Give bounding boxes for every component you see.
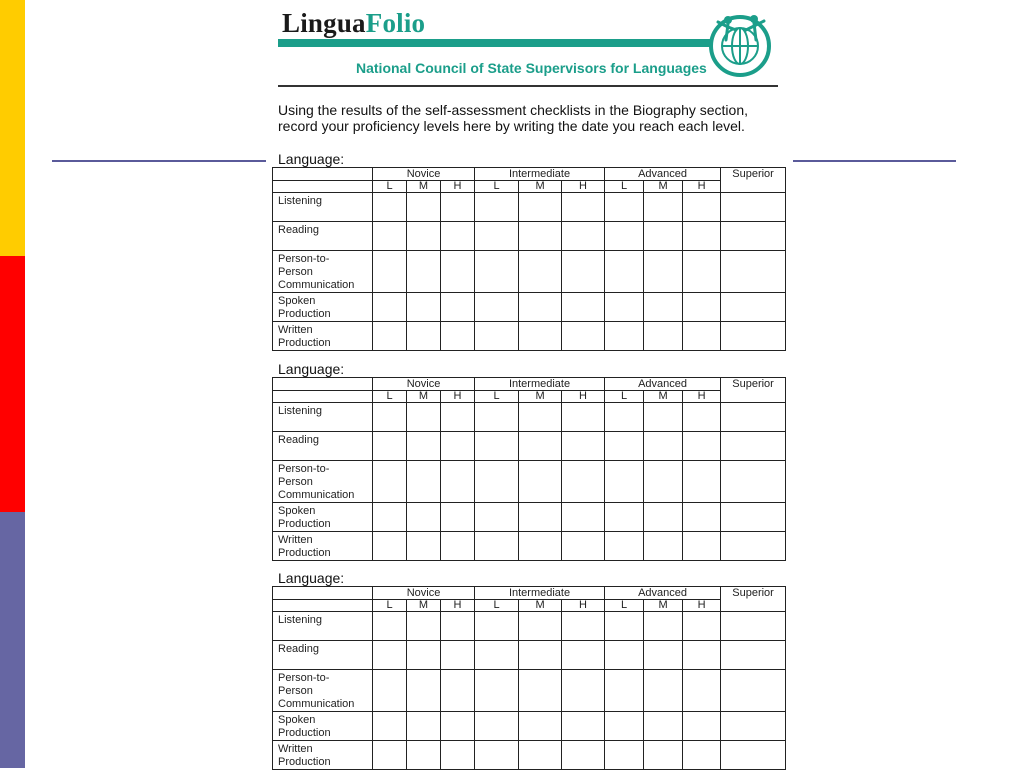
level-superior: Superior	[721, 378, 786, 403]
skill-row-spoken-production	[273, 293, 786, 322]
date-cell[interactable]	[475, 503, 519, 532]
date-cell[interactable]	[475, 193, 519, 222]
date-cell[interactable]	[441, 193, 475, 222]
date-cell[interactable]	[407, 403, 441, 432]
proficiency-table	[272, 167, 786, 351]
date-cell[interactable]	[475, 670, 519, 712]
corner-cell	[273, 600, 373, 612]
date-cell[interactable]	[605, 222, 644, 251]
sublevel-high: H	[683, 391, 721, 403]
date-cell[interactable]	[683, 532, 721, 561]
date-cell[interactable]	[475, 222, 519, 251]
date-cell[interactable]	[441, 670, 475, 712]
proficiency-table	[272, 586, 786, 770]
date-cell[interactable]	[683, 403, 721, 432]
date-cell[interactable]	[441, 293, 475, 322]
sublevel-high: H	[683, 600, 721, 612]
level-header-row	[273, 587, 786, 600]
date-cell[interactable]	[605, 741, 644, 770]
level-novice: Novice	[373, 587, 475, 600]
date-cell[interactable]	[683, 432, 721, 461]
date-cell[interactable]	[373, 403, 407, 432]
date-cell[interactable]	[519, 193, 562, 222]
decorative-line-right	[793, 160, 956, 162]
level-superior: Superior	[721, 168, 786, 193]
sublevel-header-row	[273, 600, 786, 612]
skill-label: Written Production	[273, 322, 373, 351]
level-intermediate: Intermediate	[475, 378, 605, 391]
corner-cell	[273, 378, 373, 391]
date-cell[interactable]	[562, 712, 605, 741]
date-cell[interactable]	[519, 741, 562, 770]
skill-row-written-production	[273, 532, 786, 561]
date-cell[interactable]	[519, 641, 562, 670]
skill-row-person-to-person	[273, 670, 786, 712]
date-cell[interactable]	[407, 222, 441, 251]
date-cell[interactable]	[373, 193, 407, 222]
level-header-row	[273, 378, 786, 391]
skill-row-spoken-production	[273, 503, 786, 532]
logo-title	[282, 8, 425, 39]
date-cell[interactable]	[562, 641, 605, 670]
sublevel-low: L	[475, 181, 519, 193]
sublevel-header-row	[273, 391, 786, 403]
date-cell[interactable]	[721, 432, 786, 461]
date-cell[interactable]	[644, 741, 683, 770]
date-cell[interactable]	[407, 670, 441, 712]
date-cell[interactable]	[683, 251, 721, 293]
globe-figures-icon	[706, 10, 774, 78]
date-cell[interactable]	[562, 322, 605, 351]
logo-underline	[278, 85, 778, 87]
date-cell[interactable]	[683, 222, 721, 251]
date-cell[interactable]	[562, 670, 605, 712]
date-cell[interactable]	[519, 432, 562, 461]
date-cell[interactable]	[721, 461, 786, 503]
date-cell[interactable]	[441, 712, 475, 741]
date-cell[interactable]	[644, 222, 683, 251]
skill-row-reading	[273, 641, 786, 670]
date-cell[interactable]	[373, 712, 407, 741]
date-cell[interactable]	[605, 322, 644, 351]
skill-label: Reading	[273, 432, 373, 461]
sublevel-mid: M	[407, 181, 441, 193]
level-novice: Novice	[373, 378, 475, 391]
date-cell[interactable]	[683, 461, 721, 503]
language-section-1	[272, 152, 785, 351]
date-cell[interactable]	[605, 403, 644, 432]
skill-row-person-to-person	[273, 461, 786, 503]
date-cell[interactable]	[519, 251, 562, 293]
corner-cell	[273, 391, 373, 403]
date-cell[interactable]	[605, 670, 644, 712]
skill-row-reading	[273, 222, 786, 251]
date-cell[interactable]	[373, 461, 407, 503]
date-cell[interactable]	[373, 293, 407, 322]
date-cell[interactable]	[475, 432, 519, 461]
level-header-row	[273, 168, 786, 181]
sublevel-low: L	[605, 181, 644, 193]
date-cell[interactable]	[562, 612, 605, 641]
corner-cell	[273, 587, 373, 600]
date-cell[interactable]	[683, 612, 721, 641]
level-novice: Novice	[373, 168, 475, 181]
date-cell[interactable]	[644, 641, 683, 670]
date-cell[interactable]	[475, 532, 519, 561]
skill-label: Reading	[273, 222, 373, 251]
date-cell[interactable]	[683, 641, 721, 670]
skill-row-listening	[273, 403, 786, 432]
sublevel-high: H	[441, 600, 475, 612]
date-cell[interactable]	[721, 670, 786, 712]
date-cell[interactable]	[475, 612, 519, 641]
date-cell[interactable]	[562, 461, 605, 503]
date-cell[interactable]	[407, 641, 441, 670]
instructions-text: Using the results of the self-assessment checklists in the Biography section, record your proficiency levels here by writing the date you reach each level.	[278, 102, 748, 134]
sublevel-mid: M	[644, 391, 683, 403]
date-cell[interactable]	[721, 741, 786, 770]
date-cell[interactable]	[407, 612, 441, 641]
date-cell[interactable]	[562, 251, 605, 293]
sublevel-high: H	[441, 391, 475, 403]
skill-label: Written Production	[273, 741, 373, 770]
proficiency-table	[272, 377, 786, 561]
date-cell[interactable]	[605, 293, 644, 322]
sublevel-low: L	[605, 391, 644, 403]
date-cell[interactable]	[519, 293, 562, 322]
sublevel-low: L	[373, 600, 407, 612]
date-cell[interactable]	[407, 432, 441, 461]
date-cell[interactable]	[721, 641, 786, 670]
skill-row-person-to-person	[273, 251, 786, 293]
date-cell[interactable]	[721, 612, 786, 641]
skill-row-written-production	[273, 741, 786, 770]
date-cell[interactable]	[519, 712, 562, 741]
language-section-3	[272, 571, 785, 770]
sublevel-header-row	[273, 181, 786, 193]
date-cell[interactable]	[475, 741, 519, 770]
date-cell[interactable]	[605, 193, 644, 222]
date-cell[interactable]	[644, 403, 683, 432]
logo-title-folio: Folio	[365, 8, 426, 38]
sublevel-low: L	[475, 600, 519, 612]
date-cell[interactable]	[441, 222, 475, 251]
date-cell[interactable]	[519, 461, 562, 503]
date-cell[interactable]	[519, 322, 562, 351]
date-cell[interactable]	[407, 293, 441, 322]
sublevel-low: L	[605, 600, 644, 612]
sublevel-mid: M	[519, 600, 562, 612]
date-cell[interactable]	[721, 251, 786, 293]
skill-label: Spoken Production	[273, 503, 373, 532]
date-cell[interactable]	[721, 222, 786, 251]
date-cell[interactable]	[644, 432, 683, 461]
date-cell[interactable]	[407, 532, 441, 561]
date-cell[interactable]	[562, 532, 605, 561]
skill-label: Person-to- Person Communication	[273, 670, 373, 712]
date-cell[interactable]	[562, 503, 605, 532]
date-cell[interactable]	[721, 322, 786, 351]
skill-row-reading	[273, 432, 786, 461]
date-cell[interactable]	[441, 322, 475, 351]
date-cell[interactable]	[441, 461, 475, 503]
date-cell[interactable]	[373, 532, 407, 561]
date-cell[interactable]	[475, 641, 519, 670]
date-cell[interactable]	[721, 293, 786, 322]
date-cell[interactable]	[441, 641, 475, 670]
date-cell[interactable]	[721, 712, 786, 741]
date-cell[interactable]	[407, 503, 441, 532]
date-cell[interactable]	[407, 193, 441, 222]
date-cell[interactable]	[644, 612, 683, 641]
sublevel-mid: M	[407, 600, 441, 612]
date-cell[interactable]	[605, 461, 644, 503]
sublevel-high: H	[683, 181, 721, 193]
side-accent-red	[0, 256, 25, 512]
skill-row-listening	[273, 612, 786, 641]
date-cell[interactable]	[721, 193, 786, 222]
skill-row-spoken-production	[273, 712, 786, 741]
date-cell[interactable]	[373, 322, 407, 351]
corner-cell	[273, 168, 373, 181]
date-cell[interactable]	[407, 461, 441, 503]
skill-label: Listening	[273, 403, 373, 432]
date-cell[interactable]	[475, 461, 519, 503]
date-cell[interactable]	[373, 741, 407, 770]
date-cell[interactable]	[441, 532, 475, 561]
skill-label: Spoken Production	[273, 712, 373, 741]
level-advanced: Advanced	[605, 378, 721, 391]
date-cell[interactable]	[644, 322, 683, 351]
date-cell[interactable]	[562, 293, 605, 322]
date-cell[interactable]	[605, 712, 644, 741]
date-cell[interactable]	[562, 193, 605, 222]
level-advanced: Advanced	[605, 168, 721, 181]
date-cell[interactable]	[441, 741, 475, 770]
skill-label: Spoken Production	[273, 293, 373, 322]
language-label: Language:	[278, 570, 345, 586]
date-cell[interactable]	[721, 403, 786, 432]
date-cell[interactable]	[441, 612, 475, 641]
date-cell[interactable]	[475, 322, 519, 351]
date-cell[interactable]	[562, 403, 605, 432]
date-cell[interactable]	[605, 432, 644, 461]
level-intermediate: Intermediate	[475, 587, 605, 600]
decorative-line-left	[52, 160, 266, 162]
level-intermediate: Intermediate	[475, 168, 605, 181]
date-cell[interactable]	[373, 612, 407, 641]
sublevel-mid: M	[407, 391, 441, 403]
date-cell[interactable]	[373, 503, 407, 532]
level-advanced: Advanced	[605, 587, 721, 600]
date-cell[interactable]	[475, 403, 519, 432]
date-cell[interactable]	[475, 293, 519, 322]
date-cell[interactable]	[441, 503, 475, 532]
date-cell[interactable]	[441, 403, 475, 432]
date-cell[interactable]	[475, 251, 519, 293]
date-cell[interactable]	[562, 222, 605, 251]
sublevel-mid: M	[644, 600, 683, 612]
date-cell[interactable]	[644, 503, 683, 532]
sublevel-mid: M	[644, 181, 683, 193]
skill-label: Person-to- Person Communication	[273, 461, 373, 503]
date-cell[interactable]	[605, 503, 644, 532]
skill-label: Reading	[273, 641, 373, 670]
date-cell[interactable]	[373, 432, 407, 461]
language-label: Language:	[278, 151, 345, 167]
date-cell[interactable]	[644, 293, 683, 322]
corner-cell	[273, 181, 373, 193]
sublevel-high: H	[441, 181, 475, 193]
date-cell[interactable]	[519, 612, 562, 641]
language-section-2	[272, 362, 785, 561]
linguafolio-header	[278, 4, 782, 90]
date-cell[interactable]	[644, 532, 683, 561]
sublevel-low: L	[475, 391, 519, 403]
date-cell[interactable]	[605, 532, 644, 561]
date-cell[interactable]	[441, 432, 475, 461]
date-cell[interactable]	[519, 532, 562, 561]
skill-row-listening	[273, 193, 786, 222]
date-cell[interactable]	[407, 741, 441, 770]
date-cell[interactable]	[407, 322, 441, 351]
side-accent-yellow	[0, 0, 25, 256]
date-cell[interactable]	[407, 251, 441, 293]
date-cell[interactable]	[519, 403, 562, 432]
side-accent-purple	[0, 512, 25, 768]
date-cell[interactable]	[407, 712, 441, 741]
date-cell[interactable]	[683, 503, 721, 532]
date-cell[interactable]	[683, 322, 721, 351]
skill-row-written-production	[273, 322, 786, 351]
skill-label: Listening	[273, 612, 373, 641]
date-cell[interactable]	[644, 461, 683, 503]
date-cell[interactable]	[373, 251, 407, 293]
date-cell[interactable]	[721, 532, 786, 561]
date-cell[interactable]	[605, 641, 644, 670]
date-cell[interactable]	[644, 670, 683, 712]
date-cell[interactable]	[605, 251, 644, 293]
language-label: Language:	[278, 361, 345, 377]
date-cell[interactable]	[683, 712, 721, 741]
logo-title-lingua: Lingua	[282, 8, 366, 38]
sublevel-high: H	[562, 391, 605, 403]
skill-label: Written Production	[273, 532, 373, 561]
sublevel-low: L	[373, 391, 407, 403]
date-cell[interactable]	[683, 670, 721, 712]
sublevel-mid: M	[519, 181, 562, 193]
date-cell[interactable]	[644, 193, 683, 222]
date-cell[interactable]	[644, 712, 683, 741]
sublevel-low: L	[373, 181, 407, 193]
date-cell[interactable]	[605, 612, 644, 641]
date-cell[interactable]	[373, 641, 407, 670]
sublevel-mid: M	[519, 391, 562, 403]
skill-label: Person-to- Person Communication	[273, 251, 373, 293]
date-cell[interactable]	[441, 251, 475, 293]
logo-subtitle: National Council of State Supervisors for Languages	[356, 60, 707, 76]
sublevel-high: H	[562, 600, 605, 612]
date-cell[interactable]	[519, 503, 562, 532]
date-cell[interactable]	[683, 193, 721, 222]
date-cell[interactable]	[519, 222, 562, 251]
logo-teal-bar	[278, 39, 718, 47]
skill-label: Listening	[273, 193, 373, 222]
date-cell[interactable]	[683, 741, 721, 770]
level-superior: Superior	[721, 587, 786, 612]
date-cell[interactable]	[475, 712, 519, 741]
date-cell[interactable]	[519, 670, 562, 712]
date-cell[interactable]	[562, 741, 605, 770]
date-cell[interactable]	[373, 222, 407, 251]
date-cell[interactable]	[644, 251, 683, 293]
date-cell[interactable]	[721, 503, 786, 532]
date-cell[interactable]	[562, 432, 605, 461]
sublevel-high: H	[562, 181, 605, 193]
date-cell[interactable]	[683, 293, 721, 322]
date-cell[interactable]	[373, 670, 407, 712]
